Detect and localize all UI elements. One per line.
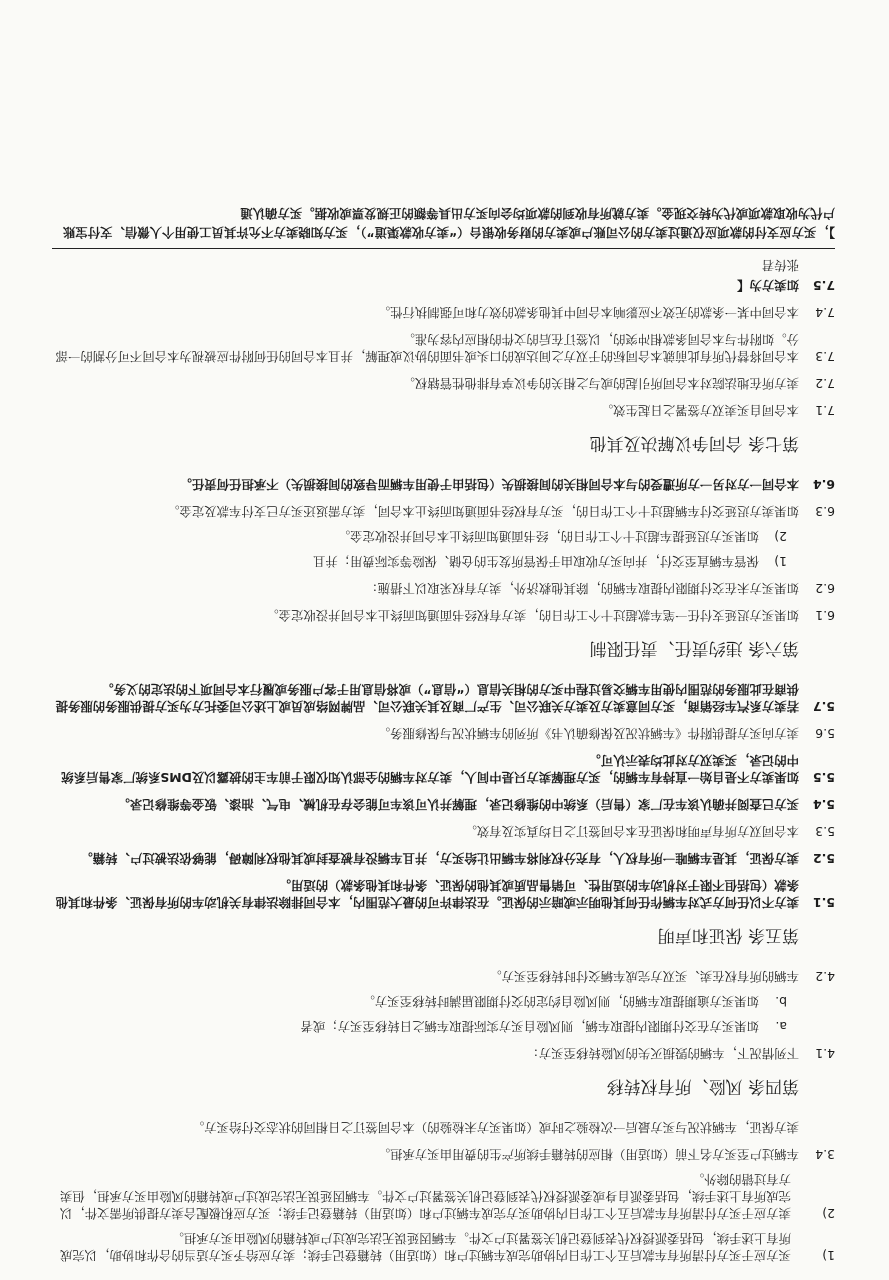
clause-5-5 xyxy=(52,752,835,786)
clause-7-4 xyxy=(52,304,835,321)
clause-7-2 xyxy=(52,375,835,392)
clause-number: 7.4 xyxy=(815,305,835,320)
clause-text: 卖方保证，其是车辆唯一所有权人，有充分权利将车辆出让给买方，并且车辆没有被查封或其他权利障碍，能够依法被过户、转籍。 xyxy=(80,851,799,866)
clause-6-3 xyxy=(52,503,835,520)
clause-text: 本合同将替代所有此前就本合同标的于双方之间达成的口头或书面的协议或理解，并且本合同的任何附件应被视为本合同不可分割的一部分。如附件与本合同条款相冲突的，以签订在后的文件的相应内容为准。 xyxy=(55,332,799,364)
clause-5-3 xyxy=(52,823,835,840)
clause-number: 5.2 xyxy=(813,851,835,866)
clause-6-2 xyxy=(52,580,835,597)
clause-text: 下列情况下，车辆的毁损灭失的风险转移至买方： xyxy=(526,1046,799,1061)
clause-number: 6.2 xyxy=(815,581,835,596)
clause-text: 车辆的所有权在卖、买双方完成车辆交付时转移至买方。 xyxy=(489,969,799,984)
clause-7-3 xyxy=(52,331,835,365)
clause-text: 卖方保证，车辆状况与买方最后一次检验之时或（如果买方未检验的）本合同签订之日相同的状态交付给买方。 xyxy=(191,1120,799,1135)
clause-5-6 xyxy=(52,725,835,742)
clause-text: 车辆过户至买方名下前（如适用）相应的转籍手续所产生的费用由买方承担。 xyxy=(377,1147,799,1162)
clause-number: b. xyxy=(775,994,787,1009)
clause-text: 保管车辆直至交付，并向买方收取由于保管所发生的仓储、保险等实际费用；并且 xyxy=(312,554,759,569)
clause-number: 5.5 xyxy=(813,770,835,785)
clause-6-4 xyxy=(52,476,835,493)
clause-5-7 xyxy=(52,681,835,715)
clause-number: 5.4 xyxy=(813,797,835,812)
clause-text: 卖方不以任何方式对车辆作任何其他明示或暗示的保证。在法律许可的最大范围内，本合同排除法律有关机动车的所有保证、条件和其他条款（包括但不限于对机动车的适用性、可销售品质或其他的保证、条件和其他条款）的适用。 xyxy=(55,878,799,910)
clause-number: 5.7 xyxy=(813,699,835,714)
clause-text: 如果买方在交付期限内提取车辆，则风险自买方实际提取车辆之日转移至买方；或者 xyxy=(300,1019,759,1034)
clause-text: 卖方应于买方付清所有车款后五个工作日内协助买方完成车辆过户和（如适用）转籍登记手续；买方应积极配合卖方提供所需文件，以完成所有上述手续，包括委派自身或委派授权代表到登记机关签署过户文件。车辆因延误无法完成过户或转籍的风险由买方承担，但卖方有过错的除外。 xyxy=(59,1172,791,1221)
clause-4-2 xyxy=(52,968,835,985)
clause-text: 如果买方未在交付期限内提取车辆的，除其他救济外，卖方有权采取以下措施： xyxy=(365,581,799,596)
section-heading-7: 第七条 合同争议解决及其他 xyxy=(589,433,799,453)
clause-number: 6.1 xyxy=(815,608,835,623)
clause-number: 7.3 xyxy=(815,349,835,364)
clause-number: 4.2 xyxy=(815,969,835,984)
clause-3-3-2 xyxy=(52,1171,835,1222)
clause-6-2-2 xyxy=(52,528,787,545)
clause-3-4-warranty xyxy=(52,1119,835,1136)
clause-3-4 xyxy=(52,1146,835,1163)
section-heading-4: 第四条 风险、所有权转移 xyxy=(606,1076,799,1096)
clause-text: 如果买方迟延支付任一笔车款超过十个工作日的，卖方有权经书面通知而终止本合同并没收定金。 xyxy=(266,608,799,623)
clause-3-3-1 xyxy=(52,1230,835,1264)
clause-number: 1) xyxy=(822,1248,835,1263)
section-heading-6: 第六条 违约责任、责任限制 xyxy=(589,638,799,658)
clause-number: 5.1 xyxy=(813,895,835,910)
clause-text: 卖方所在地法院对本合同所引起的或与之相关的争议享有排他性管辖权。 xyxy=(402,376,799,391)
clause-text: 本合同双方所有声明和保证在本合同签订之日均真实及有效。 xyxy=(464,824,799,839)
clause-text: 买方已查阅并确认该车在厂家（售后）系统中的维修记录，理解并认可该车可能会存在机械、电气、油漆、钣金等维修记录。 xyxy=(117,797,799,812)
seller-name: 张传君 xyxy=(761,258,799,273)
clause-number: a. xyxy=(775,1019,787,1034)
clause-text: 若卖方系汽车经销商，买方同意卖方及卖方关联公司、生产厂商及其关联公司、品牌网络成员或上述公司委托方为买方提供服务的服务提供商在此服务的范围内使用车辆交易过程中买方的相关信息（“信息”）或将信息用于客户服务或履行本合同项下的法定的义务。 xyxy=(55,682,799,714)
clause-4-1 xyxy=(52,1045,835,1062)
clause-5-1 xyxy=(52,877,835,911)
clause-number: 6.4 xyxy=(813,477,835,492)
clause-text: 卖方向买方提供附件《车辆状况及保修确认书》所列的车辆状况与保修服务。 xyxy=(377,726,799,741)
clause-7-5 xyxy=(52,277,835,294)
payment-channel-clause: 】，买方应支付的款项应仅通过卖方的公司账户或卖方的财务收银台（“卖方收款渠道”），买方知晓卖方不允许其员工使用个人微信、支付宝账户代为收取款项或代为转交现金。卖方就所有收到的款项均会向买方出具等额的正规发票或收据。买方确认通 xyxy=(52,204,835,249)
clause-5-2 xyxy=(52,850,835,867)
clause-number: 3.4 xyxy=(815,1147,835,1162)
clause-number: 2) xyxy=(774,529,787,544)
clause-text: 如果卖方迟延交付车辆超过十个工作日的，买方有权经书面通知而终止本合同，卖方需返还买方已支付车款及定金。 xyxy=(167,504,799,519)
clause-7-1 xyxy=(52,402,835,419)
clause-number: 6.3 xyxy=(815,504,835,519)
clause-text: 如果买方逾期提取车辆的，则风险自约定的交付期限届满时转移至买方。 xyxy=(362,994,759,1009)
clause-text: 本合同中某一条款的无效不应影响本合同中其他条款的效力和可强制执行性。 xyxy=(377,305,799,320)
clause-text: 本合同一方对另一方所遭受的与本合同相关的间接损失（包括由于使用车辆而导致的间接损失）不承担任何责任。 xyxy=(179,477,799,492)
clause-text: 如卖方为【 xyxy=(737,278,799,293)
clause-number: 1) xyxy=(774,554,787,569)
clause-number: 7.5 xyxy=(813,278,835,293)
clause-4-1-a xyxy=(52,1018,787,1035)
clause-4-1-b xyxy=(52,993,787,1010)
clause-6-2-1 xyxy=(52,553,787,570)
clause-number: 2) xyxy=(822,1206,835,1221)
section-heading-5: 第五条 保证和声明 xyxy=(657,925,799,945)
clause-number: 5.6 xyxy=(815,726,835,741)
clause-number: 4.1 xyxy=(815,1046,835,1061)
clause-text: 买方应于买方付清所有车款后五个工作日内协助完成车辆过户和（如适用）转籍登记手续；卖方应给予买方适当的合作和协助，以完成所有上述手续，包括委派授权代表到登记机关签署过户文件。车辆因延误无法完成过户或转籍的风险由买方承担。 xyxy=(59,1231,791,1263)
clause-number: 5.3 xyxy=(815,824,835,839)
clause-5-4 xyxy=(52,796,835,813)
clause-text: 如果卖方不是自始一直持有车辆的，买方理解卖方只是中间人，卖方对车辆的全部认知仅限于前车主的披露以及DMS系统厂家售后系统中的记录，买卖双方对此均表示认可。 xyxy=(61,753,799,785)
clause-text: 本合同自买卖双方签署之日起生效。 xyxy=(600,403,799,418)
clause-number: 7.1 xyxy=(815,403,835,418)
clause-6-1 xyxy=(52,607,835,624)
clause-text: 如果买方迟延提车超过十个工作日的，经书面通知而终止本合同并没收定金。 xyxy=(337,529,759,544)
clause-number: 7.2 xyxy=(815,376,835,391)
